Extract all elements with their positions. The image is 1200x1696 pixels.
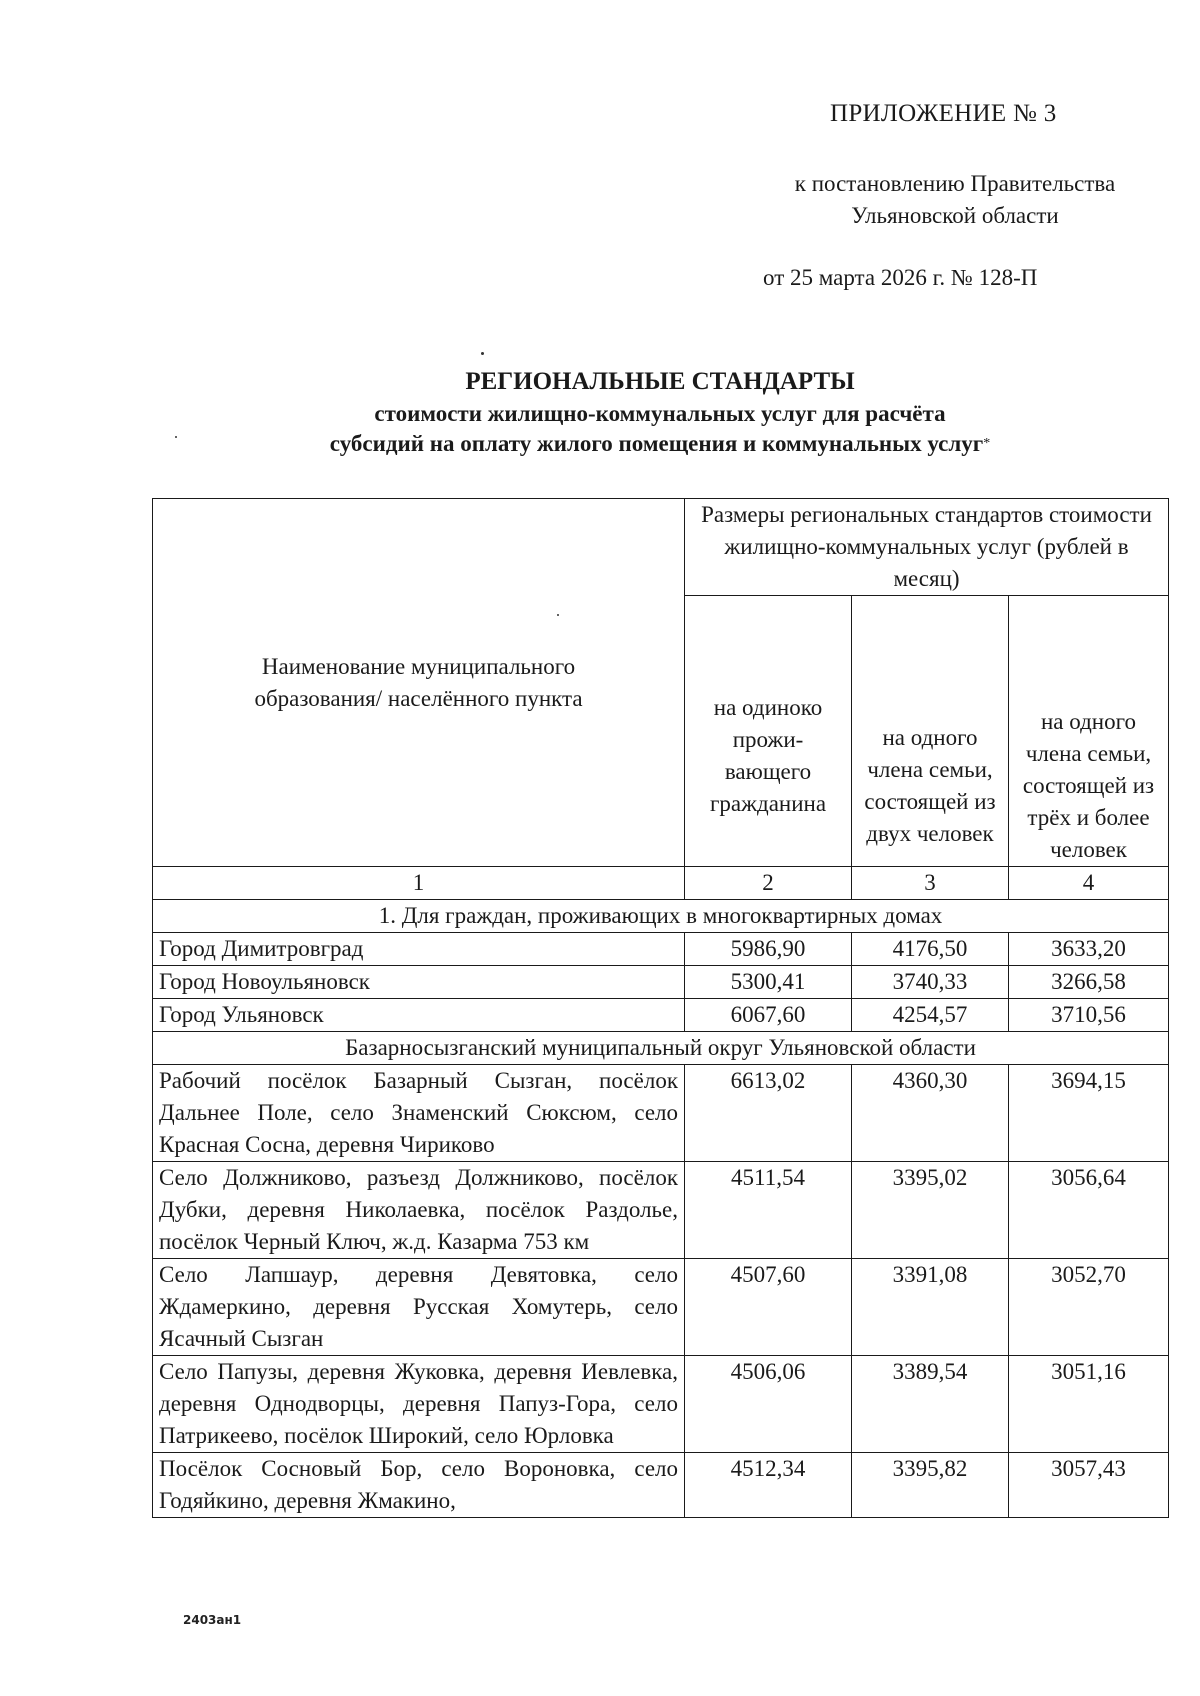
municipality-name: Город Новоульяновск: [153, 966, 685, 999]
value-three-plus: 3057,43: [1009, 1453, 1169, 1518]
decree-date: от 25 марта 2026 г. № 128-П: [763, 265, 1038, 290]
column-number: 4: [1009, 867, 1169, 900]
value-two: 3395,02: [852, 1162, 1009, 1259]
value-single: 6067,60: [685, 999, 852, 1032]
locality-names: Рабочий посёлок Базарный Сызган, посёлок Дальнее Поле, село Знаменский Сюксюм, село Красная Сосна, деревня Чириково: [153, 1065, 685, 1162]
decree-reference: [755, 168, 1155, 232]
column-number: 3: [852, 867, 1009, 900]
locality-names: Село Должниково, разъезд Должниково, посёлок Дубки, деревня Николаевка, посёлок Раздолье, посёлок Черный Ключ, ж.д. Казарма 753 км: [153, 1162, 685, 1259]
value-three-plus: 3056,64: [1009, 1162, 1169, 1259]
value-single: 4507,60: [685, 1259, 852, 1356]
table-header-row: [153, 499, 1169, 596]
value-three-plus: 3051,16: [1009, 1356, 1169, 1453]
section-title: 1. Для граждан, проживающих в многоквартирных домах: [153, 900, 1169, 933]
district-row: [153, 1032, 1169, 1065]
value-single: 4512,34: [685, 1453, 852, 1518]
document-code: 2403ан1: [183, 1613, 242, 1627]
value-two: 3391,08: [852, 1259, 1009, 1356]
municipality-name: Город Ульяновск: [153, 999, 685, 1032]
table-row: [153, 1259, 1169, 1356]
header-family-of-two: на одного члена семьи, состоящей из двух человек: [852, 596, 1009, 867]
table-row: [153, 1356, 1169, 1453]
value-two: 4176,50: [852, 933, 1009, 966]
value-single: 4511,54: [685, 1162, 852, 1259]
value-single: 4506,06: [685, 1356, 852, 1453]
column-number-row: [153, 867, 1169, 900]
column-number: 1: [153, 867, 685, 900]
value-two: 4360,30: [852, 1065, 1009, 1162]
header-single-citizen: на одиноко прожи-вающего гражданина: [685, 596, 852, 867]
value-three-plus: 3710,56: [1009, 999, 1169, 1032]
value-single: 5300,41: [685, 966, 852, 999]
header-standards-group: Размеры региональных стандартов стоимости жилищно-коммунальных услуг (рублей в месяц): [685, 499, 1169, 596]
footnote-mark: *: [983, 436, 991, 451]
value-three-plus: 3694,15: [1009, 1065, 1169, 1162]
scan-speck: [481, 352, 484, 355]
table-row: [153, 1162, 1169, 1259]
table-row: [153, 999, 1169, 1032]
section-row: [153, 900, 1169, 933]
header-municipality: Наименование муниципального образования/ населённого пункта: [153, 499, 685, 867]
value-two: 3740,33: [852, 966, 1009, 999]
locality-names: Село Лапшаур, деревня Девятовка, село Ждамеркино, деревня Русская Хомутерь, село Ясачный Сызган: [153, 1259, 685, 1356]
value-three-plus: 3266,58: [1009, 966, 1169, 999]
municipality-name: Город Димитровград: [153, 933, 685, 966]
header-family-of-three-plus: на одного члена семьи, состоящей из трёх и более человек: [1009, 596, 1169, 867]
locality-names: Посёлок Сосновый Бор, село Вороновка, село Годяйкино, деревня Жмакино,: [153, 1453, 685, 1518]
value-single: 5986,90: [685, 933, 852, 966]
decree-reference-line2: Ульяновской области: [851, 203, 1059, 228]
document-subtitle-line1: стоимости жилищно-коммунальных услуг для расчёта: [374, 401, 946, 426]
locality-names: Село Папузы, деревня Жуковка, деревня Иевлевка, деревня Однодворцы, деревня Папуз-Гора, село Патрикеево, посёлок Широкий, село Юрловка: [153, 1356, 685, 1453]
column-number: 2: [685, 867, 852, 900]
standards-table: [152, 498, 1169, 1518]
document-title-block: [150, 365, 1170, 459]
district-title: Базарносызганский муниципальный округ Ульяновской области: [153, 1032, 1169, 1065]
document-subtitle-line2: [150, 429, 1170, 459]
value-three-plus: 3633,20: [1009, 933, 1169, 966]
value-two: 4254,57: [852, 999, 1009, 1032]
value-single: 6613,02: [685, 1065, 852, 1162]
table-row: [153, 1453, 1169, 1518]
document-subtitle-line2-text: субсидий на оплату жилого помещения и коммунальных услуг: [329, 431, 984, 456]
value-three-plus: 3052,70: [1009, 1259, 1169, 1356]
table-row: [153, 1065, 1169, 1162]
decree-reference-line1: к постановлению Правительства: [794, 171, 1116, 196]
document-title: РЕГИОНАЛЬНЫЕ СТАНДАРТЫ: [465, 368, 855, 395]
table-row: [153, 933, 1169, 966]
table-row: [153, 966, 1169, 999]
value-two: 3389,54: [852, 1356, 1009, 1453]
appendix-label: ПРИЛОЖЕНИЕ № 3: [830, 100, 1057, 127]
value-two: 3395,82: [852, 1453, 1009, 1518]
